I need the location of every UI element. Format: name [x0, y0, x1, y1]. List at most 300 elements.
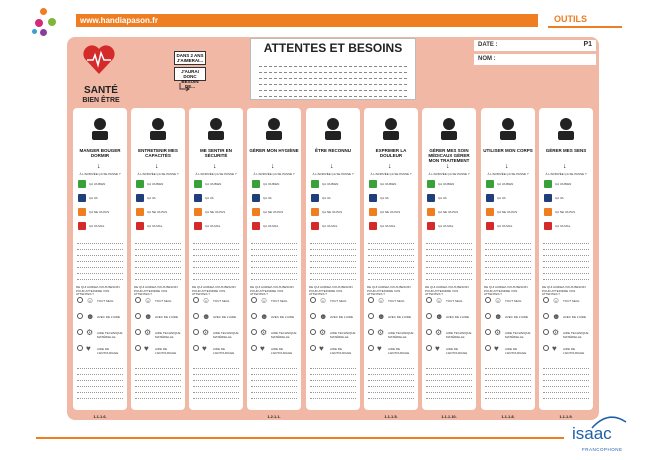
need-label: MANGER BOUGER DORMIR — [79, 148, 121, 158]
smiley-icon — [369, 194, 377, 202]
help-option[interactable] — [251, 312, 297, 321]
section-label: OUTILS — [548, 12, 622, 28]
checkbox-circle[interactable] — [368, 297, 374, 303]
help-label: AVEC DE L'AIDE — [505, 315, 529, 319]
mood-option[interactable] — [252, 180, 296, 188]
help-pictogram-icon: ♥ — [377, 344, 382, 353]
smiley-icon — [369, 180, 377, 188]
title-box — [250, 38, 416, 100]
writing-lines[interactable] — [251, 238, 297, 280]
checkbox-circle[interactable] — [135, 313, 141, 319]
mood-option[interactable] — [427, 208, 471, 216]
mood-option[interactable] — [252, 222, 296, 230]
help-option[interactable] — [543, 344, 589, 353]
help-pictogram-icon: ☺ — [435, 296, 444, 305]
mood-label: ÇA VA BIEN — [89, 182, 106, 186]
checkbox-circle[interactable] — [193, 329, 199, 335]
need-column — [131, 108, 185, 410]
help-option[interactable] — [543, 296, 589, 305]
help-label: AIDE DE L'ENTOURAGE — [330, 347, 352, 355]
mood-label: ÇA VA — [497, 196, 506, 200]
need-pictogram-icon — [316, 113, 350, 143]
need-column — [247, 108, 301, 419]
help-pictogram-icon: ⚙ — [260, 328, 268, 337]
mood-option[interactable] — [486, 194, 530, 202]
smiley-icon — [311, 222, 319, 230]
checkbox-circle[interactable] — [485, 329, 491, 335]
checkbox-circle[interactable] — [251, 345, 257, 351]
help-option[interactable] — [310, 344, 356, 353]
mood-option[interactable] — [369, 194, 413, 202]
need-column — [539, 108, 593, 419]
mood-option[interactable] — [427, 180, 471, 188]
help-question: DE QUI AURIEZ-VOUS BESOIN POUR ATTEINDRE VOS ATTENTES ? — [484, 285, 528, 296]
help-option[interactable] — [426, 328, 472, 337]
help-option[interactable] — [543, 312, 589, 321]
need-column — [422, 108, 476, 419]
help-label: TOUT SEUL — [97, 299, 114, 303]
mood-label: ÇA VA BIEN — [147, 182, 164, 186]
need-label: UTILISER MON CORPS — [483, 148, 533, 153]
mood-label: ÇA VA BIEN — [438, 182, 455, 186]
help-question: DE QUI AURIEZ-VOUS BESOIN POUR ATTEINDRE VOS ATTENTES ? — [309, 285, 353, 296]
help-option[interactable] — [543, 328, 589, 337]
mood-option[interactable] — [252, 208, 296, 216]
mood-option[interactable] — [311, 208, 355, 216]
mood-option[interactable] — [78, 194, 122, 202]
writing-lines[interactable] — [251, 363, 297, 399]
help-option[interactable] — [135, 312, 181, 321]
mood-label: ÇA VA — [380, 196, 389, 200]
help-option[interactable] — [426, 344, 472, 353]
writing-lines[interactable] — [368, 238, 414, 280]
help-option[interactable] — [251, 328, 297, 337]
help-option[interactable] — [77, 312, 123, 321]
help-pictogram-icon: ⚙ — [86, 328, 94, 337]
checkbox-circle[interactable] — [310, 345, 316, 351]
need-pictogram-icon — [141, 113, 175, 143]
help-label: AIDE TECHNIQUE MATÉRIELLE — [330, 331, 356, 339]
checkbox-circle[interactable] — [251, 297, 257, 303]
mood-label: ÇA VA BIEN — [263, 182, 280, 186]
help-option[interactable] — [368, 344, 414, 353]
help-option[interactable] — [193, 328, 239, 337]
smiley-icon — [136, 222, 144, 230]
help-option[interactable] — [485, 296, 531, 305]
checkbox-circle[interactable] — [426, 345, 432, 351]
question-text: À L'ARRIVÉE ÇA SE PASSE ? — [195, 172, 237, 176]
help-option[interactable] — [485, 344, 531, 353]
help-pictogram-icon: ☺ — [319, 296, 328, 305]
smiley-icon — [427, 194, 435, 202]
smiley-icon — [311, 180, 319, 188]
question-text: À L'ARRIVÉE ÇA SE PASSE ? — [312, 172, 354, 176]
writing-lines[interactable] — [193, 238, 239, 280]
checkbox-circle[interactable] — [77, 297, 83, 303]
help-label: AIDE DE L'ENTOURAGE — [388, 347, 410, 355]
help-label: AIDE TECHNIQUE MATÉRIELLE — [213, 331, 239, 339]
need-column — [364, 108, 418, 419]
down-arrow-icon: ↓ — [330, 163, 334, 170]
help-label: AIDE TECHNIQUE MATÉRIELLE — [563, 331, 589, 339]
smiley-icon — [78, 194, 86, 202]
need-column — [481, 108, 535, 419]
help-label: AIDE DE L'ENTOURAGE — [155, 347, 177, 355]
mood-option[interactable] — [427, 194, 471, 202]
checkbox-circle[interactable] — [135, 345, 141, 351]
theme-title-text: SANTÉ — [84, 85, 118, 96]
down-arrow-icon: ↓ — [446, 163, 450, 170]
need-column — [306, 108, 360, 410]
mood-option[interactable] — [311, 222, 355, 230]
help-label: AIDE DE L'ENTOURAGE — [97, 347, 119, 355]
help-pictogram-icon: ♥ — [435, 344, 440, 353]
speech-bubble-future: DANS 2 ANS J'AIMERAI... — [174, 51, 206, 65]
help-option[interactable] — [193, 296, 239, 305]
smiley-icon — [427, 222, 435, 230]
mood-option[interactable] — [252, 194, 296, 202]
help-option[interactable] — [368, 312, 414, 321]
help-pictogram-icon: ⚙ — [552, 328, 560, 337]
down-arrow-icon: ↓ — [505, 163, 509, 170]
website-url[interactable]: www.handiapason.fr — [76, 14, 538, 27]
question-text: À L'ARRIVÉE ÇA SE PASSE ? — [487, 172, 529, 176]
heart-icon — [82, 43, 116, 77]
help-question: DE QUI AURIEZ-VOUS BESOIN POUR ATTEINDRE VOS ATTENTES ? — [250, 285, 294, 296]
help-option[interactable] — [368, 328, 414, 337]
checkbox-circle[interactable] — [543, 297, 549, 303]
writing-lines[interactable] — [543, 363, 589, 399]
isaac-brand-sub: FRANCOPHONE — [582, 447, 623, 452]
help-pictogram-icon: ☺ — [202, 296, 211, 305]
writing-lines[interactable] — [485, 363, 531, 399]
checkbox-circle[interactable] — [368, 329, 374, 335]
smiley-icon — [369, 208, 377, 216]
checkbox-circle[interactable] — [368, 345, 374, 351]
writing-lines[interactable] — [426, 363, 472, 399]
help-pictogram-icon: ♥ — [202, 344, 207, 353]
help-label: AVEC DE L'AIDE — [330, 315, 354, 319]
help-question: DE QUI AURIEZ-VOUS BESOIN POUR ATTEINDRE VOS ATTENTES ? — [192, 285, 236, 296]
mood-option[interactable] — [78, 180, 122, 188]
checkbox-circle[interactable] — [543, 345, 549, 351]
need-label: ME SENTIR EN SÉCURITÉ — [199, 148, 232, 158]
writing-lines[interactable] — [77, 238, 123, 280]
mood-label: ÇA VA MAL — [322, 224, 338, 228]
help-option[interactable] — [310, 312, 356, 321]
writing-lines[interactable] — [543, 238, 589, 280]
question-text: À L'ARRIVÉE ÇA SE PASSE ? — [137, 172, 179, 176]
writing-lines[interactable] — [368, 363, 414, 399]
writing-lines[interactable] — [485, 238, 531, 280]
writing-lines[interactable] — [135, 363, 181, 399]
down-arrow-icon: ↓ — [563, 163, 567, 170]
mood-label: ÇA VA — [205, 196, 214, 200]
mood-label: ÇA NE VA PAS — [497, 210, 518, 214]
help-pictogram-icon: ☺ — [260, 296, 269, 305]
checkbox-circle[interactable] — [77, 345, 83, 351]
need-pictogram-icon — [199, 113, 233, 143]
writing-lines[interactable] — [193, 363, 239, 399]
help-pictogram-icon: ☻ — [319, 312, 328, 321]
help-pictogram-icon: ⚙ — [377, 328, 385, 337]
smiley-icon — [486, 208, 494, 216]
mood-label: ÇA VA — [322, 196, 331, 200]
checkbox-circle[interactable] — [485, 345, 491, 351]
theme-subtitle: BIEN ÊTRE — [82, 97, 120, 104]
mood-label: ÇA NE VA PAS — [380, 210, 401, 214]
mood-label: ÇA VA — [438, 196, 447, 200]
checkbox-circle[interactable] — [310, 297, 316, 303]
smiley-icon — [486, 180, 494, 188]
date-field[interactable] — [474, 40, 596, 51]
name-label: NOM : — [478, 56, 496, 62]
checkbox-circle[interactable] — [193, 313, 199, 319]
need-column — [189, 108, 243, 410]
help-pictogram-icon: ☻ — [86, 312, 95, 321]
mood-option[interactable] — [486, 222, 530, 230]
reference-code: 1.1.1.8. — [501, 414, 515, 419]
mood-option[interactable] — [136, 194, 180, 202]
title-writing-lines — [259, 61, 407, 97]
help-option[interactable] — [251, 344, 297, 353]
help-option[interactable] — [135, 296, 181, 305]
mood-label: ÇA VA MAL — [263, 224, 279, 228]
help-label: AVEC DE L'AIDE — [155, 315, 179, 319]
help-option[interactable] — [135, 344, 181, 353]
mood-option[interactable] — [369, 208, 413, 216]
mood-option[interactable] — [78, 222, 122, 230]
smiley-icon — [544, 194, 552, 202]
smiley-icon — [252, 222, 260, 230]
help-question: DE QUI AURIEZ-VOUS BESOIN POUR ATTEINDRE VOS ATTENTES ? — [134, 285, 178, 296]
need-label: ENTRETENIR MES CAPACITÉS — [138, 148, 178, 158]
checkbox-circle[interactable] — [310, 313, 316, 319]
mood-option[interactable] — [78, 208, 122, 216]
help-label: AIDE TECHNIQUE MATÉRIELLE — [505, 331, 531, 339]
mood-option[interactable] — [136, 222, 180, 230]
help-option[interactable] — [193, 312, 239, 321]
checkbox-circle[interactable] — [485, 313, 491, 319]
need-label: EXPRIMER LA DOULEUR — [375, 148, 407, 158]
need-label: GÉRER MES SENS — [545, 148, 587, 153]
mood-label: ÇA VA MAL — [147, 224, 163, 228]
mood-label: ÇA VA BIEN — [205, 182, 222, 186]
checkbox-circle[interactable] — [135, 297, 141, 303]
mood-label: ÇA VA BIEN — [497, 182, 514, 186]
checkbox-circle[interactable] — [543, 329, 549, 335]
date-name-block — [474, 40, 596, 70]
mood-label: ÇA VA MAL — [205, 224, 221, 228]
arrow-icon — [178, 82, 192, 92]
mood-option[interactable] — [136, 208, 180, 216]
help-option[interactable] — [310, 328, 356, 337]
mood-label: ÇA NE VA PAS — [555, 210, 576, 214]
page-title: ATTENTES ET BESOINS — [263, 41, 403, 55]
isaac-brand: isaac — [572, 424, 612, 443]
checkbox-circle[interactable] — [77, 329, 83, 335]
help-option[interactable] — [193, 344, 239, 353]
help-pictogram-icon: ♥ — [86, 344, 91, 353]
checkbox-circle[interactable] — [193, 297, 199, 303]
smiley-icon — [427, 180, 435, 188]
help-pictogram-icon: ♥ — [144, 344, 149, 353]
mood-option[interactable] — [486, 180, 530, 188]
checkbox-circle[interactable] — [251, 329, 257, 335]
down-arrow-icon: ↓ — [97, 163, 101, 170]
need-column — [73, 108, 127, 419]
mood-option[interactable] — [311, 194, 355, 202]
smiley-icon — [252, 208, 260, 216]
help-option[interactable] — [77, 344, 123, 353]
help-label: AIDE TECHNIQUE MATÉRIELLE — [271, 331, 297, 339]
mood-option[interactable] — [544, 194, 588, 202]
help-label: AVEC DE L'AIDE — [271, 315, 295, 319]
smiley-icon — [544, 180, 552, 188]
mood-option[interactable] — [194, 222, 238, 230]
checkbox-circle[interactable] — [251, 313, 257, 319]
need-pictogram-icon — [257, 113, 291, 143]
mood-label: ÇA VA MAL — [555, 224, 571, 228]
smiley-icon — [486, 222, 494, 230]
mood-label: ÇA VA — [147, 196, 156, 200]
question-text: À L'ARRIVÉE ÇA SE PASSE ? — [79, 172, 121, 176]
mood-label: ÇA VA BIEN — [555, 182, 572, 186]
help-option[interactable] — [310, 296, 356, 305]
date-label: DATE : — [478, 42, 498, 48]
smiley-icon — [544, 222, 552, 230]
need-label: ÊTRE RECONNU — [314, 148, 351, 153]
smiley-icon — [311, 194, 319, 202]
help-option[interactable] — [77, 328, 123, 337]
down-arrow-icon: ↓ — [155, 163, 159, 170]
checkbox-circle[interactable] — [310, 329, 316, 335]
mood-option[interactable] — [486, 208, 530, 216]
help-pictogram-icon: ☺ — [377, 296, 386, 305]
help-option[interactable] — [485, 328, 531, 337]
footer-divider — [36, 437, 564, 439]
mood-option[interactable] — [369, 180, 413, 188]
smiley-icon — [194, 222, 202, 230]
help-option[interactable] — [368, 296, 414, 305]
mood-option[interactable] — [311, 180, 355, 188]
need-pictogram-icon — [491, 113, 525, 143]
checkbox-circle[interactable] — [368, 313, 374, 319]
mood-label: ÇA NE VA PAS — [263, 210, 284, 214]
help-label: AIDE DE L'ENTOURAGE — [271, 347, 293, 355]
help-label: TOUT SEUL — [155, 299, 172, 303]
mood-label: ÇA NE VA PAS — [438, 210, 459, 214]
help-label: AVEC DE L'AIDE — [388, 315, 412, 319]
reference-code: 1.1.1.10. — [441, 414, 457, 419]
mood-option[interactable] — [136, 180, 180, 188]
writing-lines[interactable] — [310, 363, 356, 399]
reference-code: 1.1.1.5. — [384, 414, 398, 419]
help-option[interactable] — [77, 296, 123, 305]
checkbox-circle[interactable] — [426, 313, 432, 319]
speech-bubble-need: J'AURAI DONC BESOIN DE... — [174, 67, 206, 81]
smiley-icon — [136, 180, 144, 188]
reference-code: 1.1.1.6. — [93, 414, 107, 419]
reference-code: 1.2.1.1. — [267, 414, 281, 419]
smiley-icon — [544, 208, 552, 216]
help-label: AVEC DE L'AIDE — [446, 315, 470, 319]
help-pictogram-icon: ☺ — [552, 296, 561, 305]
smiley-icon — [136, 208, 144, 216]
help-pictogram-icon: ☻ — [260, 312, 269, 321]
help-label: TOUT SEUL — [330, 299, 347, 303]
checkbox-circle[interactable] — [426, 329, 432, 335]
writing-lines[interactable] — [310, 238, 356, 280]
help-label: AVEC DE L'AIDE — [97, 315, 121, 319]
mood-option[interactable] — [194, 180, 238, 188]
checkbox-circle[interactable] — [193, 345, 199, 351]
mood-label: ÇA VA — [263, 196, 272, 200]
help-option[interactable] — [426, 312, 472, 321]
checkbox-circle[interactable] — [485, 297, 491, 303]
help-pictogram-icon: ☺ — [144, 296, 153, 305]
top-bar — [0, 0, 650, 30]
help-pictogram-icon: ☻ — [144, 312, 153, 321]
help-pictogram-icon: ⚙ — [435, 328, 443, 337]
question-text: À L'ARRIVÉE ÇA SE PASSE ? — [428, 172, 470, 176]
writing-lines[interactable] — [77, 363, 123, 399]
help-pictogram-icon: ♥ — [494, 344, 499, 353]
down-arrow-icon: ↓ — [213, 163, 217, 170]
smiley-icon — [78, 180, 86, 188]
mood-label: ÇA VA MAL — [89, 224, 105, 228]
checkbox-circle[interactable] — [135, 329, 141, 335]
mood-option[interactable] — [194, 208, 238, 216]
help-option[interactable] — [251, 296, 297, 305]
help-label: TOUT SEUL — [271, 299, 288, 303]
mood-option[interactable] — [194, 194, 238, 202]
mood-label: ÇA VA — [89, 196, 98, 200]
mood-label: ÇA VA MAL — [497, 224, 513, 228]
need-pictogram-icon — [83, 113, 117, 143]
help-option[interactable] — [485, 312, 531, 321]
down-arrow-icon: ↓ — [388, 163, 392, 170]
isaac-logo — [568, 414, 628, 454]
help-label: AIDE TECHNIQUE MATÉRIELLE — [446, 331, 472, 339]
help-pictogram-icon: ☻ — [202, 312, 211, 321]
help-pictogram-icon: ⚙ — [144, 328, 152, 337]
help-option[interactable] — [135, 328, 181, 337]
checkbox-circle[interactable] — [77, 313, 83, 319]
help-pictogram-icon: ☻ — [377, 312, 386, 321]
writing-lines[interactable] — [135, 238, 181, 280]
mood-option[interactable] — [544, 180, 588, 188]
checkbox-circle[interactable] — [426, 297, 432, 303]
help-label: TOUT SEUL — [505, 299, 522, 303]
help-question: DE QUI AURIEZ-VOUS BESOIN POUR ATTEINDRE VOS ATTENTES ? — [425, 285, 469, 296]
mood-option[interactable] — [544, 222, 588, 230]
help-option[interactable] — [426, 296, 472, 305]
need-label: GÉRER MES SOIN MÉDICAUX GÉRER MON TRAITEMENT — [428, 148, 470, 163]
name-field[interactable] — [474, 54, 596, 65]
checkbox-circle[interactable] — [543, 313, 549, 319]
mood-option[interactable] — [427, 222, 471, 230]
help-label: AIDE DE L'ENTOURAGE — [446, 347, 468, 355]
mood-label: ÇA VA BIEN — [380, 182, 397, 186]
writing-lines[interactable] — [426, 238, 472, 280]
help-pictogram-icon: ♥ — [260, 344, 265, 353]
help-label: TOUT SEUL — [213, 299, 230, 303]
mood-option[interactable] — [544, 208, 588, 216]
help-label: TOUT SEUL — [563, 299, 580, 303]
mood-option[interactable] — [369, 222, 413, 230]
help-pictogram-icon: ☻ — [435, 312, 444, 321]
